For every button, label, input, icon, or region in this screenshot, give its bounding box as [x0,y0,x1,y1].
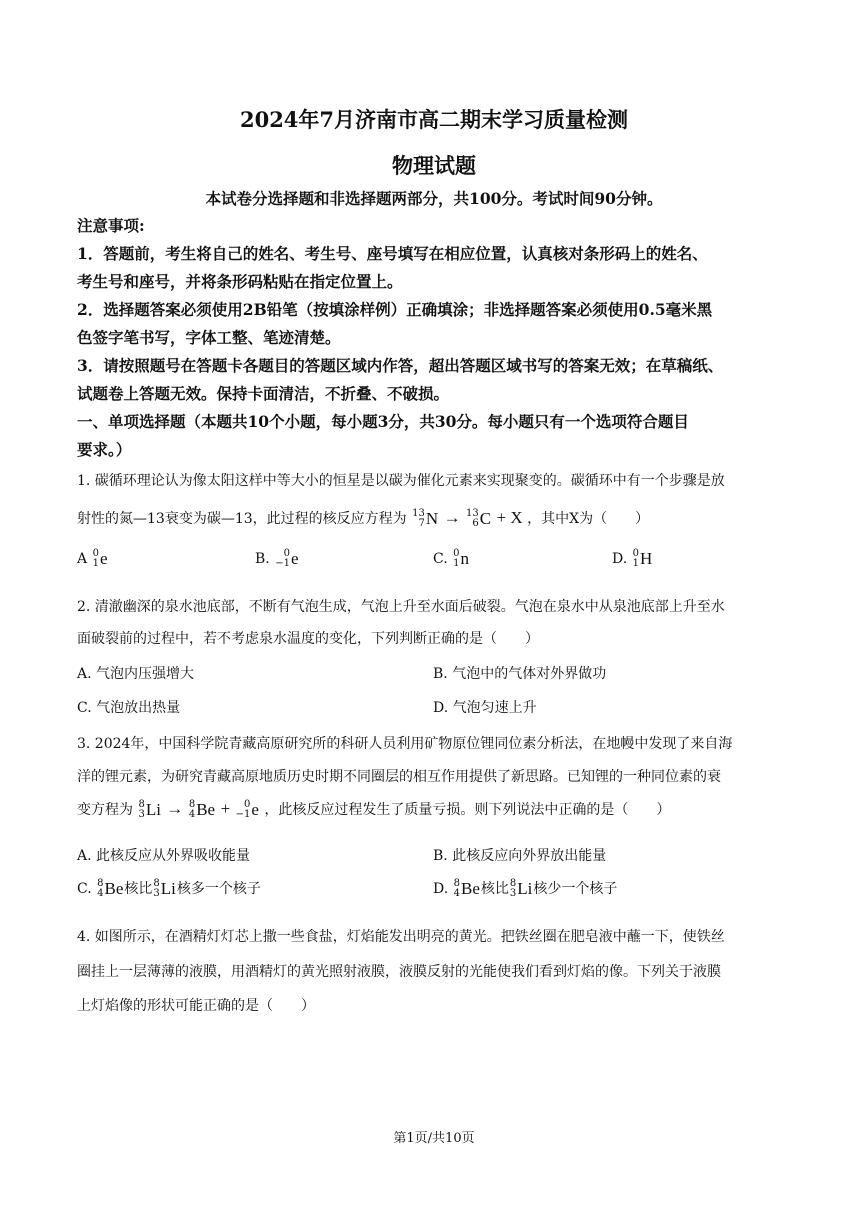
q4-line: 上灯焰像的形状可能正确的是（ ） [77,998,315,1014]
note-line: 色签字笔书写，字体工整、笔迹清楚。 [77,328,341,347]
plus-x: + X [496,508,523,527]
plus: + [220,799,231,818]
q1-option-b[interactable]: B. 0 −1 e [255,548,299,569]
q3-text: ，此核反应过程发生了质量亏损。则下列说法中正确的是（ ） [264,802,671,818]
arrow: → [443,508,461,527]
q3-text: 变方程为 [77,802,133,818]
q1-option-a[interactable]: A 0 1 e [77,548,108,569]
q2-option-a[interactable]: A. 气泡内压强增大 [77,666,195,682]
q2-option-b[interactable]: B. 气泡中的气体对外界做功 [433,666,607,682]
q3-option-d[interactable]: D. 8 4 Be核比 8 3 Li核少一个核子 [433,878,618,899]
note-line: 1．答题前，考生将自己的姓名、考生号、座号填写在相应位置，认真核对条形码上的姓名、 [77,244,708,263]
nuclide-li8: 8 3 Li [138,799,161,820]
q2-option-c[interactable]: C. 气泡放出热量 [77,700,181,716]
q1-line: 1. 碳循环理论认为像太阳这样中等大小的恒星是以碳为催化元素来实现聚变的。碳循环中有一个步骤是放 [77,473,725,489]
exam-title: 2024年7月济南市高二期末学习质量检测 [239,107,629,132]
q1-text: ，其中X为（ ） [527,511,650,527]
exam-subtitle: 物理试题 [392,153,476,178]
nuclide-electron: 0 −1 e [235,799,259,820]
note-line: 2．选择题答案必须使用2B铅笔（按填涂样例）正确填涂；非选择题答案必须使用0.5毫米黑 [77,300,713,319]
section-heading: 一、单项选择题（本题共10个小题，每小题3分，共30分。每小题只有一个选项符合题目 [77,412,689,431]
nuclide-be8: 8 4 Be [188,799,216,820]
q2-option-d[interactable]: D. 气泡匀速上升 [433,700,537,716]
q1-option-c[interactable]: C. 0 1 n [433,548,469,569]
note-line: 考生号和座号，并将条形码粘贴在指定位置上。 [77,272,403,291]
notes-heading: 注意事项: [77,216,145,235]
section-heading: 要求。） [77,440,132,459]
q3-option-b[interactable]: B. 此核反应向外界放出能量 [433,848,607,864]
note-line: 试题卷上答题无效。保持卡面清洁，不折叠、不破损。 [77,384,450,403]
page-footer: 第1页/共10页 [393,1131,475,1146]
q1-option-d[interactable]: D. 0 1 H [612,548,653,569]
q3-line: 3. 2024年，中国科学院青藏高原研究所的科研人员利用矿物原位锂同位素分析法，在地幔中发现了来自海 [77,736,733,752]
q3-option-c[interactable]: C. 8 4 Be核比 8 3 Li核多一个核子 [77,878,261,899]
q3-line: 洋的锂元素，为研究青藏高原地质历史时期不同圈层的相互作用提供了新思路。已知锂的一种同位素的衰 [77,769,721,785]
q2-line: 2. 清澈幽深的泉水池底部，不断有气泡生成，气泡上升至水面后破裂。气泡在泉水中从泉池底部上升至水 [77,599,725,615]
q4-line: 圈挂上一层薄薄的液膜，用酒精灯的黄光照射液膜，液膜反射的光能使我们看到灯焰的像。下列关于液膜 [77,964,721,980]
q1-text: 射性的氮—13衰变为碳—13，此过程的核反应方程为 [77,511,407,527]
q2-line: 面破裂前的过程中，若不考虑泉水温度的变化，下列判断正确的是（ ） [77,631,539,647]
arrow: → [166,799,184,818]
q3-option-a[interactable]: A. 此核反应从外界吸收能量 [77,848,251,864]
q1-line [77,508,649,529]
note-line: 3．请按照题号在答题卡各题目的答题区域内作答，超出答题区域书写的答案无效；在草稿纸、 [77,356,724,375]
q4-line: 4. 如图所示，在酒精灯灯芯上撒一些食盐，灯焰能发出明亮的黄光。把铁丝圈在肥皂液中蘸一下，使铁丝 [77,929,725,945]
nuclide-n13: 13 7 N [412,508,439,529]
nuclide-c13: 13 6 C [466,508,492,529]
q3-line [77,799,670,820]
exam-intro: 本试卷分选择题和非选择题两部分，共100分。考试时间90分钟。 [205,189,663,208]
